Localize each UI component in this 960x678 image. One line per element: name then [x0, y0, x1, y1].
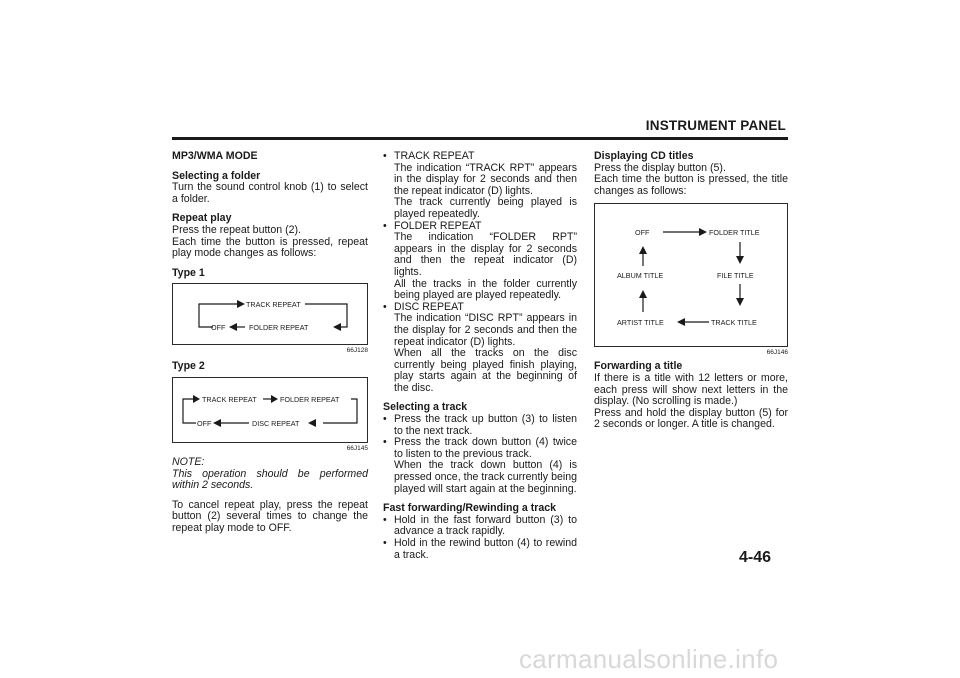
- cycle-arrow-to-album: [639, 290, 647, 298]
- list-item: [383, 302, 577, 395]
- forwarding-title-heading: Forwarding a title: [594, 360, 683, 373]
- list-item: [383, 221, 577, 302]
- type2-connector-left: [183, 399, 193, 418]
- cycle-artist-title-label: ARTIST TITLE: [617, 318, 664, 328]
- repeat-text-2: Each time the button is pressed, repeat play mode changes as follows:: [172, 235, 368, 260]
- bullet-icon: •: [383, 513, 387, 526]
- watermark: carmanualsonline.info: [519, 644, 779, 674]
- cd-titles-text-2: Each time the button is pressed, the title changes as follows:: [594, 173, 788, 197]
- cd-titles-text-1: Press the display button (5).: [594, 161, 726, 174]
- type2-diagram: [172, 377, 368, 443]
- forwarding-title-text-1: If there is a title with 12 letters or more, each press will show next letters in the display. (No scrolling is made.): [594, 371, 788, 408]
- list-item: [383, 151, 577, 221]
- type2-arrow-to-folder: [271, 395, 278, 403]
- page-number: 4-46: [739, 549, 772, 566]
- list-item: [383, 538, 577, 561]
- column-right: [594, 151, 788, 431]
- repeat-item-line: All the tracks in the folder currently being played are played repeatedly.: [394, 277, 577, 302]
- type2-track-label: TRACK REPEAT: [202, 394, 257, 404]
- type2-arrow-to-off: [213, 419, 221, 427]
- repeat-item-title: FOLDER REPEAT: [394, 219, 482, 232]
- type1-diagram: [172, 283, 368, 345]
- type2-arrow-to-track: [193, 395, 200, 403]
- cycle-file-title-label: FILE TITLE: [717, 271, 754, 281]
- cycle-track-title-label: TRACK TITLE: [711, 318, 757, 328]
- bullet-icon: •: [383, 436, 387, 449]
- repeat-item-line: The indication “DISC RPT” appears in the display for 2 seconds and then the repeat indicator (D) lights.: [394, 312, 577, 348]
- cycle-arrow-to-off: [639, 246, 647, 254]
- list-item: [383, 437, 577, 495]
- select-folder-heading: Selecting a folder: [172, 169, 261, 182]
- bullet-icon: •: [383, 413, 387, 426]
- mode-title: MP3/WMA MODE: [172, 150, 258, 162]
- repeat-item-line: The track currently being played is played repeatedly.: [394, 196, 577, 220]
- repeat-item-line: The indication “TRACK RPT” appears in the display for 2 seconds and then the repeat indicator (D) lights.: [394, 161, 577, 197]
- type2-code: 66J145: [346, 444, 368, 452]
- bullet-icon: •: [383, 300, 387, 313]
- bullet-icon: •: [383, 219, 387, 232]
- cycle-arrow-to-folder: [699, 228, 707, 236]
- repeat-text-1: Press the repeat button (2).: [172, 223, 301, 236]
- select-track-text: Press the track down button (4) twice to listen to the previous track.: [394, 436, 577, 460]
- column-middle: [383, 151, 577, 561]
- list-item: [383, 414, 577, 437]
- type1-label: Type 1: [172, 266, 205, 279]
- section-title: INSTRUMENT PANEL: [645, 118, 786, 133]
- type2-folder-label: FOLDER REPEAT: [280, 394, 340, 404]
- ff-text: Hold in the fast forward button (3) to advance a track rapidly.: [394, 513, 577, 538]
- type2-arrow-to-disc: [308, 419, 316, 427]
- type1-arrow-to-track: [237, 300, 245, 308]
- type1-track-label: TRACK REPEAT: [246, 300, 301, 310]
- type2-label: Type 2: [172, 360, 205, 373]
- type2-disc-label: DISC REPEAT: [252, 418, 300, 428]
- type1-arrow-to-off: [229, 323, 237, 331]
- cd-titles-heading: Displaying CD titles: [594, 150, 694, 162]
- select-folder-text: Turn the sound control knob (1) to select a folder.: [172, 181, 368, 205]
- type1-connector-left: [199, 304, 237, 314]
- select-track-text: Press the track up button (3) to listen to the next track.: [394, 413, 577, 437]
- type1-folder-label: FOLDER REPEAT: [249, 323, 309, 333]
- cycle-arrow-to-file: [736, 256, 744, 264]
- bullet-icon: •: [383, 537, 387, 549]
- repeat-item-line: When all the tracks on the disc currently being played finish playing, play starts again at the beginning of the disc.: [394, 347, 577, 394]
- repeat-item-title: TRACK REPEAT: [394, 150, 475, 162]
- cancel-repeat-text: To cancel repeat play, press the repeat button (2) several times to change the repeat play mode to OFF.: [172, 498, 368, 534]
- cycle-off-label: OFF: [635, 228, 650, 238]
- note-text: This operation should be performed within 2 seconds.: [172, 467, 368, 492]
- repeat-item-title: DISC REPEAT: [394, 300, 464, 313]
- select-track-extra: When the track down button (4) is pressed once, the track currently being played will start again at the beginning.: [394, 459, 577, 495]
- cycle-album-title-label: ALBUM TITLE: [617, 271, 664, 281]
- header-rule: [172, 137, 788, 140]
- select-track-heading: Selecting a track: [383, 401, 468, 414]
- repeat-heading: Repeat play: [172, 212, 232, 225]
- cycle-arrow-to-track: [736, 298, 744, 306]
- type1-arrow-to-folder: [333, 323, 341, 331]
- repeat-item-line: The indication “FOLDER RPT” appears in the display for 2 seconds and then the repeat indicator (D) lights.: [394, 231, 577, 278]
- type1-code: 66J128: [346, 347, 368, 355]
- ff-text: Hold in the rewind button (4) to rewind a track.: [394, 537, 577, 561]
- forwarding-title-text-2: Press and hold the display button (5) for 2 seconds or longer. A title is changed.: [594, 406, 788, 431]
- list-item: [383, 515, 577, 538]
- note-label: NOTE:: [172, 455, 205, 468]
- cycle-arrow-to-artist: [677, 318, 685, 326]
- type1-off-label: OFF: [211, 323, 226, 333]
- title-cycle-diagram: [594, 203, 788, 347]
- type2-connector-return: [183, 418, 196, 423]
- type2-off-label: OFF: [197, 418, 212, 428]
- cycle-folder-title-label: FOLDER TITLE: [709, 228, 760, 238]
- bullet-icon: •: [383, 150, 387, 162]
- ff-heading: Fast forwarding/Rewinding a track: [383, 502, 557, 515]
- title-cycle-code: 66J146: [766, 349, 788, 357]
- column-left: [172, 151, 368, 535]
